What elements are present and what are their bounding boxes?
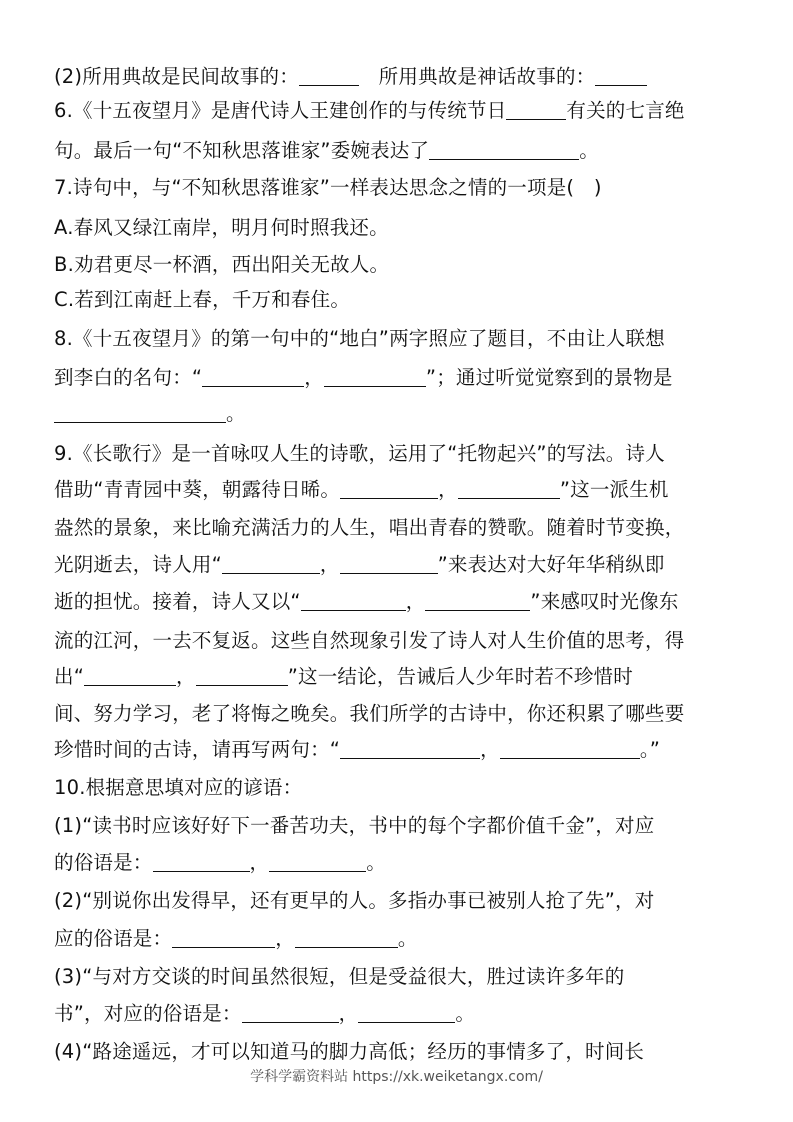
text-line <box>54 925 754 953</box>
line-text: ”这一结论，告诫后人少年时若不珍惜时 <box>287 665 633 688</box>
line-text: 逝的担忧。接着，诗人又以“ <box>54 590 301 613</box>
line-text: ”；通过听觉觉察到的景物是 <box>425 366 673 389</box>
text-line <box>54 963 754 991</box>
text-line <box>54 286 754 314</box>
answer-blank[interactable] <box>506 99 566 120</box>
line-text: 珍惜时间的古诗，请再写两句：“ <box>54 738 341 761</box>
line-text: 。 <box>397 927 418 950</box>
text-line <box>54 251 754 279</box>
answer-blank[interactable] <box>500 738 640 759</box>
line-text: ， <box>176 665 196 688</box>
text-line <box>54 849 754 877</box>
line-text: 借助“青青园中葵，朝露待日晞。 <box>54 478 341 501</box>
line-text: ”来表达对大好年华稍纵即 <box>437 553 665 576</box>
text-line <box>54 97 754 125</box>
line-text: 。 <box>579 139 599 162</box>
text-line <box>54 551 754 579</box>
text-line <box>54 774 754 802</box>
answer-blank[interactable] <box>153 851 250 872</box>
text-line <box>54 663 754 691</box>
line-text: ”这一派生机 <box>559 478 669 501</box>
line-text: (2)“别说你出发得早，还有更早的人。多指办事已被别人抢了先”，对 <box>54 889 655 912</box>
line-text: (2)所用典故是民间故事的： <box>54 65 299 88</box>
answer-blank[interactable] <box>222 553 320 574</box>
line-text: ， <box>304 366 324 389</box>
text-line <box>54 137 754 165</box>
answer-blank[interactable] <box>358 1002 455 1023</box>
text-line <box>54 1000 754 1028</box>
line-text: ”来感叹时光像东 <box>530 590 679 613</box>
line-text: 应的俗语是： <box>54 927 173 950</box>
text-line <box>54 174 754 202</box>
line-text: 流的江河，一去不复返。这些自然现象引发了诗人对人生价值的思考，得 <box>54 629 685 652</box>
line-text: 的俗语是： <box>54 851 153 874</box>
line-text: 所用典故是神话故事的： <box>358 65 596 88</box>
line-text: 9.《长歌行》是一首咏叹人生的诗歌，运用了“托物起兴”的写法。诗人 <box>54 442 665 465</box>
line-text: 7.诗句中，与“不知秋思落谁家”一样表达思念之情的一项是( ) <box>54 176 602 199</box>
line-text: (4)“路途遥远，才可以知道马的脚力高低；经历的事情多了，时间长 <box>54 1040 645 1063</box>
answer-blank[interactable] <box>458 478 560 499</box>
answer-blank[interactable] <box>340 478 438 499</box>
line-text: A.春风又绿江南岸，明月何时照我还。 <box>54 216 389 239</box>
line-text: 。 <box>366 851 386 874</box>
text-line <box>54 214 754 242</box>
answer-blank[interactable] <box>340 553 438 574</box>
line-text: 出“ <box>54 665 85 688</box>
answer-blank[interactable] <box>202 366 304 387</box>
text-line <box>54 325 754 353</box>
line-text: 。 <box>455 1002 476 1025</box>
line-text: C.若到江南赶上春，千万和春住。 <box>54 288 351 311</box>
line-text: 有关的七言绝 <box>566 99 685 122</box>
line-text: (1)“读书时应该好好下一番苦功夫，书中的每个字都价值千金”，对应 <box>54 814 655 837</box>
text-line <box>54 588 754 616</box>
answer-blank[interactable] <box>196 665 288 686</box>
text-line <box>54 364 754 392</box>
answer-blank[interactable] <box>429 139 579 160</box>
footer-source: 学科学霸资料站 https://xk.weiketangx.com/ <box>250 1069 543 1085</box>
text-line <box>54 700 754 728</box>
line-text: ， <box>438 478 458 501</box>
line-text: 光阴逝去，诗人用“ <box>54 553 222 576</box>
answer-blank[interactable] <box>340 738 480 759</box>
answer-blank[interactable] <box>172 927 275 948</box>
answer-blank[interactable] <box>324 366 426 387</box>
line-text: 8.《十五夜望月》的第一句中的“地白”两字照应了题目，不由让人联想 <box>54 327 665 350</box>
text-line <box>54 1038 754 1066</box>
answer-blank[interactable] <box>269 851 366 872</box>
answer-blank[interactable] <box>295 927 398 948</box>
line-text: ， <box>249 851 270 874</box>
line-text: B.劝君更尽一杯酒，西出阳关无故人。 <box>54 253 390 276</box>
answer-blank[interactable] <box>595 65 647 86</box>
text-line <box>54 476 754 504</box>
line-text: 书”，对应的俗语是： <box>54 1002 242 1025</box>
text-line <box>54 736 754 764</box>
line-text: ， <box>405 590 426 613</box>
answer-blank[interactable] <box>425 590 530 611</box>
line-text: 间、努力学习，老了将悔之晚矣。我们所学的古诗中，你还积累了哪些要 <box>54 702 685 725</box>
text-line <box>54 812 754 840</box>
line-text: 10.根据意思填对应的谚语： <box>54 776 303 799</box>
line-text: 到李白的名句：“ <box>54 366 203 389</box>
answer-blank[interactable] <box>84 665 176 686</box>
line-text: ， <box>338 1002 359 1025</box>
line-text: 。 <box>226 402 246 425</box>
line-text: 6.《十五夜望月》是唐代诗人王建创作的与传统节日 <box>54 99 507 122</box>
answer-blank[interactable] <box>301 590 406 611</box>
answer-blank[interactable] <box>299 65 359 86</box>
line-text: ， <box>480 738 500 761</box>
text-line <box>54 887 754 915</box>
answer-blank[interactable] <box>242 1002 339 1023</box>
answer-blank[interactable] <box>54 402 226 423</box>
text-line <box>54 400 754 428</box>
text-line <box>54 514 754 542</box>
line-text: ， <box>275 927 295 950</box>
line-text: 。” <box>639 738 661 761</box>
line-text: ， <box>319 553 340 576</box>
line-text: 盎然的景象，来比喻充满活力的人生，唱出青春的赞歌。随着时节变换， <box>54 516 685 539</box>
text-line <box>54 440 754 468</box>
text-line <box>54 627 754 655</box>
line-text: 句。最后一句“不知秋思落谁家”委婉表达了 <box>54 139 430 162</box>
text-line <box>54 63 754 91</box>
line-text: (3)“与对方交谈的时间虽然很短，但是受益很大，胜过读许多年的 <box>54 965 625 988</box>
